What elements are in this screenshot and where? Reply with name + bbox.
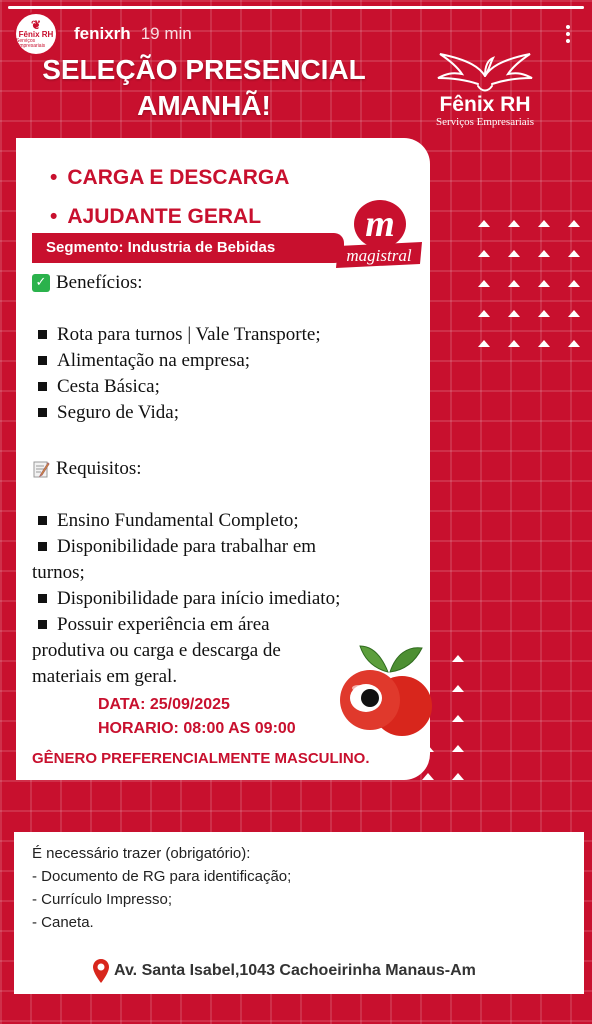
role-item: • CARGA E DESCARGA [50,158,289,197]
requirement-text: Ensino Fundamental Completo; [57,510,299,531]
bullet-icon [38,356,47,365]
benefit-text: Alimentação na empresa; [57,350,251,371]
roles-list [50,158,289,236]
bullet-icon [38,382,47,391]
requirement-item [32,508,340,534]
gender-note: GÊNERO PREFERENCIALMENTE MASCULINO. [32,750,370,767]
guarana-fruit-icon [330,638,438,742]
svg-text:m: m [365,203,395,245]
requirements-title-row [32,456,340,482]
brand-logo [420,46,550,128]
headline-line-1: SELEÇÃO PRESENCIAL [42,54,366,85]
headline [24,52,384,124]
check-icon: ✓ [32,274,50,292]
bullet-icon [38,620,47,629]
bring-item: - Currículo Impresso; [32,891,173,908]
bring-item: - Caneta. [32,914,94,931]
address [92,958,476,984]
bullet-icon [38,330,47,339]
bring-title: É necessário trazer (obrigatório): [32,845,251,862]
segment-banner: Segmento: Industria de Bebidas [32,233,344,263]
bullet-icon [38,516,47,525]
more-vertical-icon[interactable] [558,19,578,49]
benefits-title-row [32,270,321,296]
requirement-text: Disponibilidade para início imediato; [57,588,341,609]
requirement-item [32,586,340,612]
benefit-item [32,400,321,426]
benefit-text: Rota para turnos | Vale Transporte; [57,324,321,345]
story-progress-fill [8,6,584,9]
phoenix-icon [430,46,540,94]
requirements-title: Requisitos: [56,458,142,479]
bullet-icon [38,408,47,417]
username[interactable]: fenixrh [74,24,131,43]
benefits-section [32,270,321,426]
requirement-text: Disponibilidade para trabalhar em [57,536,317,557]
requirement-continuation: produtiva ou carga e descarga de [32,640,281,661]
benefit-text: Seguro de Vida; [57,402,179,423]
benefit-item [32,348,321,374]
job-card [16,138,430,780]
requirement-item [32,612,340,638]
requirement-text: Possuir experiência em área [57,614,270,635]
brand-subtitle: Serviços Empresariais [435,116,535,128]
svg-text:magistral: magistral [346,246,412,265]
bring-item: - Documento de RG para identificação; [32,868,292,885]
requirement-continuation: materiais em geral. [32,666,178,687]
memo-icon [32,460,50,478]
avatar-sub: Serviços Empresariais [16,38,46,49]
story-progress-bar [8,6,584,9]
requirement-continuation: turnos; [32,562,85,583]
event-time: HORARIO: 08:00 AS 09:00 [98,720,296,737]
avatar[interactable] [14,12,58,56]
brand-name: Fênix RH [439,93,531,116]
requirement-item [32,534,340,560]
requirements-section [32,456,340,690]
bring-panel [14,832,584,994]
phoenix-icon: ❦ [30,18,42,32]
bring-list [32,842,291,934]
avatar-name: Fênix RH [18,30,54,39]
bullet-icon [38,542,47,551]
benefit-item [32,374,321,400]
magistral-logo [334,198,426,270]
role-item: • AJUDANTE GERAL [50,197,289,236]
post-time: 19 min [140,24,192,43]
benefit-text: Cesta Básica; [57,376,160,397]
headline-line-2: AMANHÃ! [137,90,271,121]
event-date: DATA: 25/09/2025 [98,696,230,713]
address-text: Av. Santa Isabel,1043 Cachoeirinha Manaus-Am [114,962,476,979]
benefit-item [32,322,321,348]
benefits-title: Benefícios: [56,272,143,293]
bullet-icon [38,594,47,603]
map-pin-icon [92,958,110,984]
